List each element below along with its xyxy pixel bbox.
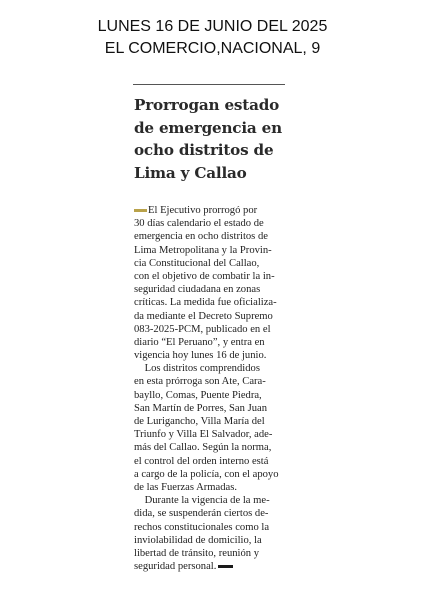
body-line: de las Fuerzas Armadas. bbox=[134, 481, 237, 493]
body-line: diario “El Peruano”, y entra en bbox=[134, 336, 265, 348]
body-line: vigencia hoy lunes 16 de junio. bbox=[134, 350, 267, 362]
body-line: cia Constitucional del Callao, bbox=[134, 257, 260, 269]
headline-line: Prorrogan estado bbox=[134, 96, 280, 114]
body-line: seguridad ciudadana en zonas bbox=[134, 284, 261, 296]
paragraph-2 bbox=[134, 362, 286, 494]
body-line: críticas. La medida fue oficializa- bbox=[134, 297, 277, 309]
body-line: inviolabilidad de domicilio, la bbox=[134, 534, 262, 546]
section-accent-bar bbox=[134, 209, 147, 212]
body-line: en esta prórroga son Ate, Cara- bbox=[134, 376, 266, 388]
body-line bbox=[134, 494, 286, 507]
body-line: más del Callao. Según la norma, bbox=[134, 442, 272, 454]
body-line bbox=[134, 560, 286, 573]
body-line: San Martín de Porres, San Juan bbox=[134, 402, 267, 414]
paragraph-1 bbox=[134, 204, 286, 362]
article-headline bbox=[134, 94, 294, 184]
headline-line: de emergencia en bbox=[134, 118, 282, 137]
body-line: libertad de tránsito, reunión y bbox=[134, 547, 260, 559]
headline-line: Lima y Callao bbox=[134, 163, 247, 182]
body-line: da mediante el Decreto Supremo bbox=[134, 310, 273, 322]
body-line: emergencia en ocho distritos de bbox=[134, 231, 268, 243]
body-line: bayllo, Comas, Puente Piedra, bbox=[134, 389, 262, 401]
body-line: rechos constitucionales como la bbox=[134, 521, 270, 533]
body-line: el control del orden interno está bbox=[134, 455, 269, 467]
article-end-mark bbox=[218, 565, 233, 568]
headline-line: ocho distritos de bbox=[134, 141, 274, 159]
body-line: 083-2025-PCM, publicado en el bbox=[134, 323, 271, 335]
body-line: Lima Metropolitana y la Provin- bbox=[134, 244, 272, 256]
body-line-text: Los distritos comprendidos bbox=[144, 363, 260, 375]
body-line-text: seguridad personal. bbox=[134, 561, 217, 573]
body-line: dida, se suspenderán ciertos de- bbox=[134, 508, 269, 520]
body-line bbox=[134, 362, 286, 375]
body-line bbox=[134, 204, 286, 217]
dateline-source: EL COMERCIO,NACIONAL, 9 bbox=[104, 40, 321, 57]
dateline-date: LUNES 16 DE JUNIO DEL 2025 bbox=[97, 18, 328, 35]
article-body bbox=[134, 204, 286, 573]
body-line: de Lurigancho, Villa María del bbox=[134, 416, 265, 427]
body-line: Triunfo y Villa El Salvador, ade- bbox=[134, 429, 273, 441]
headline-rule bbox=[133, 84, 285, 85]
paragraph-3 bbox=[134, 494, 286, 573]
body-line-text: Durante la vigencia de la me- bbox=[144, 495, 270, 507]
body-line: a cargo de la policía, con el apoyo bbox=[134, 468, 279, 480]
body-line: 30 días calendario el estado de bbox=[134, 218, 264, 230]
body-line-text: El Ejecutivo prorrogó por bbox=[148, 205, 258, 216]
body-line: con el objetivo de combatir la in- bbox=[134, 270, 275, 282]
